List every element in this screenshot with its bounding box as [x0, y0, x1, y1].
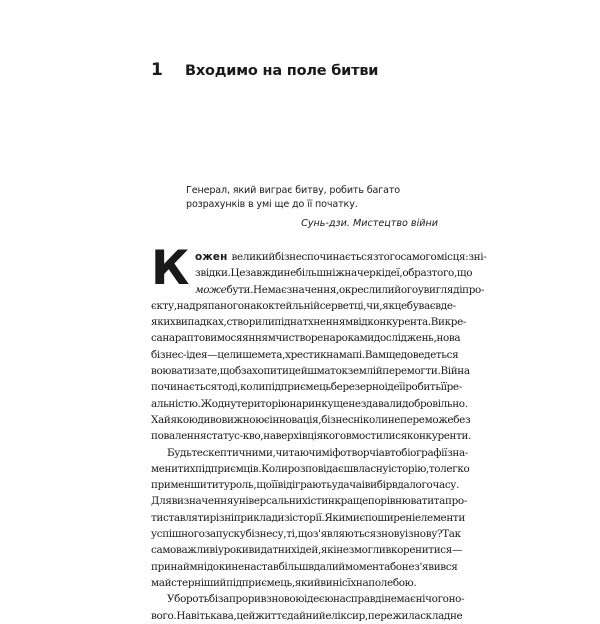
word: захопити [240, 365, 289, 378]
word: на [243, 299, 257, 312]
word: не [387, 413, 401, 426]
word: Якими [324, 511, 360, 524]
word: її [440, 381, 447, 394]
word: окреслили [338, 283, 395, 296]
word: дивовижною [197, 413, 264, 426]
word: ні- [473, 251, 487, 263]
word: що [456, 267, 473, 280]
word: раптовим [174, 332, 225, 345]
word: як [382, 299, 395, 312]
word: який [294, 576, 321, 589]
word: землі [347, 365, 376, 378]
word: її [271, 479, 278, 492]
word: про- [445, 495, 467, 508]
word: не [401, 560, 415, 573]
word: прорив [228, 593, 267, 606]
word: ту [218, 479, 230, 492]
word: змогли [348, 544, 386, 557]
word: уроки [217, 544, 249, 557]
word: цей [288, 365, 308, 378]
word: Коли [261, 462, 288, 475]
word: еліксир, [325, 609, 368, 622]
epigraph-text: Генерал, який виграє битву, робить багато розрахунків в умі ще до її початку. [186, 185, 401, 210]
word: на [263, 430, 276, 443]
word: Навіть [176, 609, 211, 622]
word: кава, [210, 609, 237, 622]
word: шматок [307, 365, 348, 378]
word: бути. [226, 283, 254, 296]
word: місця: [436, 251, 469, 263]
word: вмостилися [345, 430, 407, 443]
text-line [151, 461, 470, 477]
word: доки [206, 560, 232, 573]
word: бере [330, 381, 355, 394]
word: це [394, 299, 407, 312]
word: образ [402, 267, 432, 280]
word: за [194, 365, 206, 378]
word: буває [406, 299, 436, 312]
word: що [297, 528, 313, 541]
word: надряпаного [176, 299, 244, 312]
word: на [355, 576, 369, 589]
word: конкуренти. [406, 430, 472, 443]
word: — [451, 544, 462, 557]
word: розповідаєш [287, 462, 353, 475]
word: ті, [286, 528, 298, 541]
word: настав [243, 560, 279, 573]
word: Війна [440, 365, 470, 378]
word: які [320, 544, 337, 557]
epigraph [186, 184, 438, 231]
word: випадках, [175, 316, 227, 329]
word: якого [316, 430, 346, 443]
word: майстерніший [151, 576, 227, 589]
chapter-header [151, 60, 378, 80]
word: бізнес-ідея [151, 348, 208, 361]
word: само [151, 544, 176, 557]
text-line [151, 591, 465, 607]
text-line [151, 379, 462, 395]
word: Так [442, 528, 461, 541]
word: більш [278, 560, 309, 573]
word: Будьте [167, 446, 203, 459]
word: бізнес [321, 413, 354, 426]
word: вибір [364, 479, 392, 492]
word: універсальних [233, 495, 308, 508]
word: боротьбі [174, 593, 218, 606]
word: Не [253, 283, 268, 296]
text-line [151, 477, 460, 493]
word: тиставляти [151, 511, 210, 524]
text-line [151, 314, 467, 330]
word: верхівці [275, 430, 317, 443]
word: добровільно. [402, 397, 468, 410]
word: цей [236, 609, 256, 622]
word: його [394, 283, 418, 296]
word: применшити [151, 479, 219, 492]
word: під [274, 316, 291, 329]
word: значення, [286, 283, 339, 296]
word: мета, [257, 348, 286, 361]
word: серветці, [319, 299, 367, 312]
word: це [217, 348, 230, 361]
word: то [428, 462, 441, 475]
word: та [433, 495, 446, 508]
word: великий [231, 251, 275, 263]
word: і [402, 381, 406, 394]
word: і [404, 528, 408, 541]
word: роками [335, 332, 374, 345]
word: вдалого [391, 479, 433, 492]
word: конкурента. [367, 316, 431, 329]
word: поле [368, 576, 393, 589]
text-line [151, 282, 485, 298]
word: має [267, 283, 287, 296]
text-line [151, 298, 456, 314]
word: — [207, 348, 218, 361]
word: досліджень, [373, 332, 437, 345]
word: воювати [151, 365, 195, 378]
epigraph-source: Сунь-дзи. Мистецтво війни [301, 218, 438, 229]
word: момент [344, 560, 385, 573]
word: видатних [248, 544, 297, 557]
word: Хай [151, 413, 171, 426]
word: запуску [204, 528, 246, 541]
word: того, [431, 267, 457, 280]
chapter-title: Входимо на поле битви [185, 63, 379, 79]
word: життєдайний [255, 609, 326, 622]
word: є [359, 511, 365, 524]
word: автобіографії [378, 446, 448, 459]
text-line [151, 608, 463, 624]
word: приклади [233, 511, 285, 524]
word: Це [230, 267, 246, 280]
word: не [348, 397, 361, 410]
word: за [217, 593, 229, 606]
word: Для [151, 495, 172, 508]
text-line [151, 428, 472, 444]
word: підприємець [265, 381, 331, 394]
word: чи, [366, 299, 383, 312]
word: і [361, 479, 365, 492]
word: ідей, [296, 544, 321, 557]
word: істин [307, 495, 335, 508]
word: часу. [432, 479, 460, 492]
word: завжди [245, 267, 284, 280]
word: ідеї [384, 381, 403, 394]
word: успішного [151, 528, 205, 541]
word: звідки. [195, 267, 231, 280]
chapter-number: 1 [151, 60, 163, 80]
word: мапі. [338, 348, 365, 361]
word: повалення [151, 430, 207, 443]
body-text [151, 241, 487, 624]
word: інновація, [269, 413, 322, 426]
word: бізнесу, [245, 528, 287, 541]
word: різні [209, 511, 234, 524]
word: без [453, 413, 471, 426]
word: підприємців. [195, 462, 262, 475]
word: якою [170, 413, 198, 426]
word: вкоренитися [385, 544, 452, 557]
text-line [151, 330, 461, 346]
word: нова [436, 332, 461, 345]
word: їх [347, 576, 356, 589]
word: з [468, 251, 474, 263]
word: ніколи [353, 413, 388, 426]
word: Вам [364, 348, 386, 361]
word: тоді, [216, 381, 241, 394]
text-line [151, 559, 458, 575]
word: чи [275, 332, 289, 345]
word: поширені [364, 511, 415, 524]
word: осяянням [224, 332, 276, 345]
word: ще [385, 348, 401, 361]
word: відіграють [277, 479, 332, 492]
word: де- [440, 299, 456, 312]
word: немає [384, 593, 416, 606]
word: хрестик [285, 348, 327, 361]
word: альністю. [151, 397, 201, 410]
word: удача [331, 479, 362, 492]
word: ідеєю [304, 593, 334, 606]
word: роль, [229, 479, 257, 492]
word: ідеї, [381, 267, 403, 280]
word: новою [271, 593, 305, 606]
word: з'являються [312, 528, 376, 541]
word: про- [462, 283, 485, 296]
word: не [283, 267, 296, 280]
word: насправді [333, 593, 385, 606]
word: принаймні [151, 560, 207, 573]
word: починається [151, 381, 217, 394]
text-line [151, 510, 465, 526]
word: складне [420, 609, 463, 622]
word: починається [306, 251, 373, 263]
word: власну [352, 462, 389, 475]
word: легко [440, 462, 470, 475]
word: скептичними, [202, 446, 276, 459]
text-line [151, 526, 461, 542]
word: від [352, 316, 368, 329]
word: територію [236, 397, 290, 410]
word: те, [205, 365, 220, 378]
text-line [151, 363, 470, 379]
word: начерк [344, 267, 382, 280]
word: міфотворчі [321, 446, 379, 459]
word: визначення [171, 495, 234, 508]
word: в [435, 299, 441, 312]
word: того [378, 251, 401, 263]
text-line [151, 575, 451, 591]
word: менитих [151, 462, 196, 475]
word: історію, [388, 462, 429, 475]
text-line [151, 493, 467, 509]
drop-cap: К [151, 241, 190, 296]
text-line [151, 347, 459, 363]
text-line [151, 396, 468, 412]
word: здавали [360, 397, 403, 410]
word: лише [229, 348, 258, 361]
word: порівнювати [367, 495, 434, 508]
word: натхненням [290, 316, 353, 329]
text-line [151, 249, 487, 265]
word: бою. [392, 576, 417, 589]
word: вигляді [423, 283, 463, 296]
text-line [151, 412, 471, 428]
word: з [266, 593, 272, 606]
word: створили [226, 316, 275, 329]
word: сана [151, 332, 175, 345]
word: переможе [400, 413, 454, 426]
word: зерно [354, 381, 385, 394]
text-line [151, 445, 468, 461]
word: яких [151, 316, 176, 329]
word: виніс [320, 576, 348, 589]
word: коли [240, 381, 266, 394]
word: краще [334, 495, 368, 508]
word: вого. [151, 609, 177, 622]
word: з [372, 251, 379, 263]
word: Жодну [200, 397, 237, 410]
lead-word: ожен [195, 251, 228, 263]
word: знову [375, 528, 405, 541]
word: коктейльній [256, 299, 320, 312]
word: пережила [367, 609, 421, 622]
word: зна- [447, 446, 468, 459]
word: у [417, 283, 424, 296]
word: бізнес [274, 251, 307, 263]
word: Викре- [430, 316, 467, 329]
word: є [263, 413, 270, 426]
word: на [326, 348, 339, 361]
word: з'явився [414, 560, 458, 573]
word: єкту, [151, 299, 177, 312]
word: або [384, 560, 402, 573]
word: ніж [325, 267, 345, 280]
word: елементи [414, 511, 465, 524]
word: з [284, 511, 290, 524]
word: доведеться [400, 348, 459, 361]
word: історії. [289, 511, 325, 524]
word: У [167, 593, 175, 606]
word: підприємець, [226, 576, 295, 589]
word: знову? [407, 528, 443, 541]
word: ринку [301, 397, 334, 410]
word: робить [405, 381, 441, 394]
word: нічого [415, 593, 449, 606]
word: важливі [175, 544, 218, 557]
word: й [375, 365, 383, 378]
word: більш [295, 267, 326, 280]
word: самого [400, 251, 437, 263]
word: на [289, 397, 302, 410]
word: не [336, 544, 349, 557]
word: статус-кво, [206, 430, 264, 443]
word: ще [333, 397, 349, 410]
word: не [231, 560, 244, 573]
word: читаючи [275, 446, 322, 459]
word: но- [448, 593, 465, 606]
word: створена [288, 332, 336, 345]
word: щоб [219, 365, 241, 378]
word: вдалий [308, 560, 345, 573]
word: ре- [446, 381, 462, 394]
word: що [256, 479, 272, 492]
text-line [151, 265, 473, 281]
text-line [151, 542, 462, 558]
word: перемогти. [382, 365, 441, 378]
word: може [195, 283, 227, 296]
